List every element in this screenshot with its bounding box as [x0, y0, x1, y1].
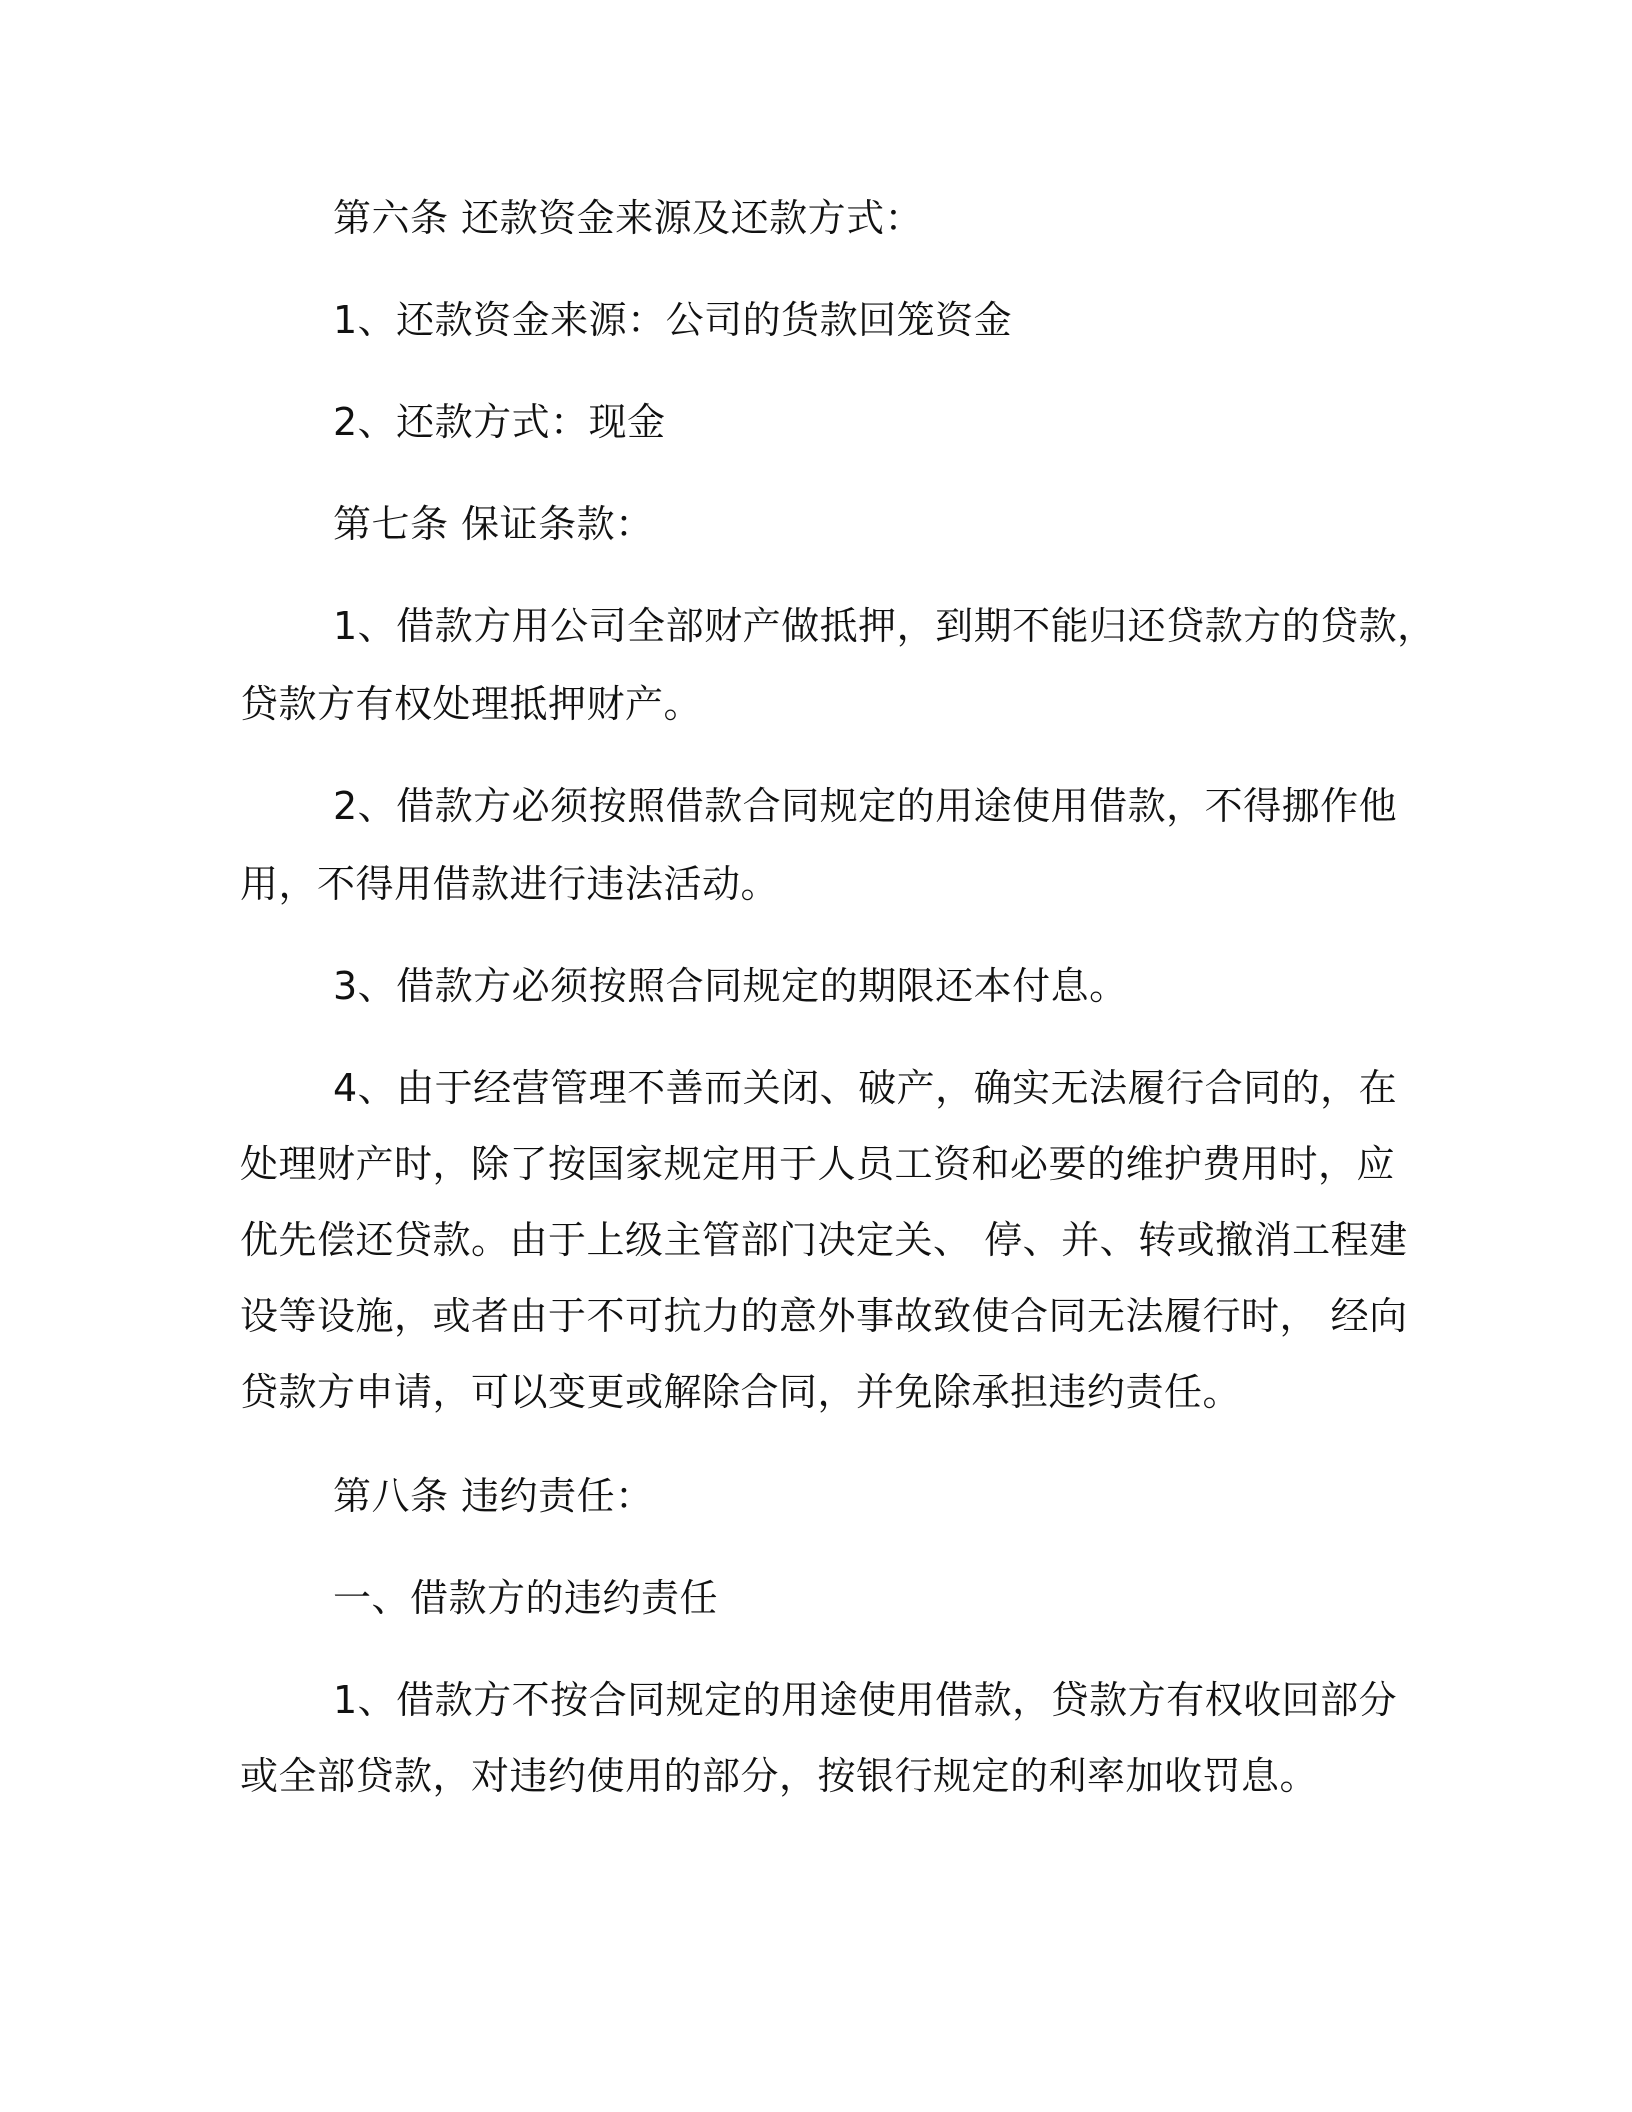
guarantee-clause-4-line-1: 4、由于经营管理不善而关闭、破产，确实无法履行合同的，在 — [333, 1066, 1398, 1110]
liability-clause-1-line-2: 或全部贷款，对违约使用的部分，按银行规定的利率加收罚息。 — [240, 1754, 1319, 1798]
article-6-heading: 第六条 还款资金来源及还款方式： — [333, 196, 924, 240]
article-7-heading: 第七条 保证条款： — [333, 502, 654, 546]
borrower-liability-heading: 一、借款方的违约责任 — [333, 1576, 719, 1620]
guarantee-clause-2-line-1: 2、借款方必须按照借款合同规定的用途使用借款，不得挪作他 — [333, 784, 1398, 828]
article-8-heading: 第八条 违约责任： — [333, 1474, 654, 1518]
guarantee-clause-4-line-2: 处理财产时，除了按国家规定用于人员工资和必要的维护费用时，应 — [240, 1142, 1396, 1186]
guarantee-clause-1-line-2: 贷款方有权处理抵押财产。 — [240, 682, 703, 726]
liability-clause-1-line-1: 1、借款方不按合同规定的用途使用借款，贷款方有权收回部分 — [333, 1678, 1398, 1722]
guarantee-clause-4-line-3: 优先偿还贷款。由于上级主管部门决定关、 停、并、转或撤消工程建 — [240, 1218, 1408, 1262]
guarantee-clause-4-line-5: 贷款方申请，可以变更或解除合同，并免除承担违约责任。 — [240, 1370, 1242, 1414]
guarantee-clause-3: 3、借款方必须按照合同规定的期限还本付息。 — [333, 964, 1128, 1008]
guarantee-clause-1-line-1: 1、借款方用公司全部财产做抵押，到期不能归还贷款方的贷款， — [333, 604, 1436, 648]
repayment-source-item: 1、还款资金来源：公司的货款回笼资金 — [333, 298, 1013, 342]
repayment-method-item: 2、还款方式：现金 — [333, 400, 666, 444]
guarantee-clause-2-line-2: 用，不得用借款进行违法活动。 — [240, 862, 780, 906]
guarantee-clause-4-line-4: 设等设施，或者由于不可抗力的意外事故致使合同无法履行时， 经向 — [240, 1294, 1408, 1338]
